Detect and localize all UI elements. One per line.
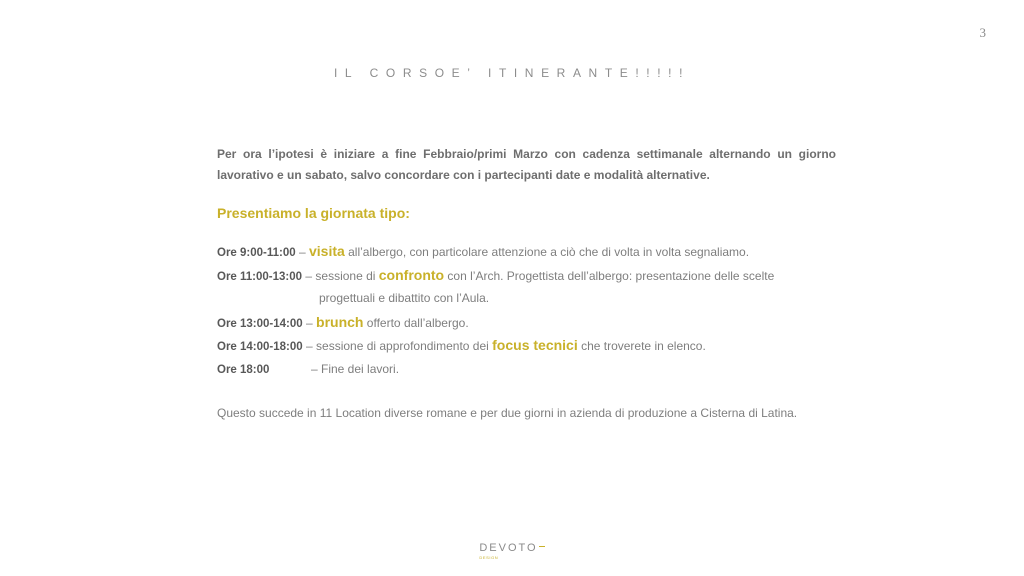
schedule-dash: – bbox=[302, 315, 317, 330]
schedule-keyword: visita bbox=[308, 243, 345, 259]
schedule-row-continuation bbox=[217, 287, 917, 311]
schedule-keyword: brunch bbox=[316, 313, 364, 330]
schedule-row bbox=[217, 334, 917, 358]
footer-note: Questo succede in 11 Location diverse romane e per due giorni in azienda di produzione a Cisterna di Latina. bbox=[217, 406, 798, 420]
schedule-text-before: – sessione di approfondimento dei bbox=[302, 339, 493, 353]
schedule-keyword: focus tecnici bbox=[492, 337, 578, 353]
slide-title: IL CORSOE’ ITINERANTE!!!!! bbox=[333, 66, 691, 80]
schedule-time: Ore 18:00 bbox=[217, 363, 270, 376]
schedule-text: con l’Arch. Progettista dell’albergo: presentazione delle scelte bbox=[444, 268, 775, 283]
logo-dash-icon bbox=[539, 546, 545, 547]
logo-wordmark: DEVOTO bbox=[479, 542, 538, 554]
section-heading: Presentiamo la giornata tipo: bbox=[217, 205, 410, 221]
schedule-time: Ore 14:00-18:00 bbox=[217, 341, 303, 353]
schedule-row bbox=[217, 264, 917, 288]
schedule-row bbox=[217, 311, 917, 335]
schedule-row bbox=[217, 240, 917, 264]
schedule-text: – Fine dei lavori. bbox=[311, 361, 400, 376]
schedule-text: offerto dall’albergo. bbox=[363, 315, 469, 330]
schedule-time: Ore 13:00-14:00 bbox=[217, 317, 303, 330]
schedule-row bbox=[217, 358, 917, 382]
logo-subtitle: DESIGN bbox=[479, 555, 499, 560]
devoto-logo bbox=[479, 538, 544, 560]
schedule-time: Ore 9:00-11:00 bbox=[217, 247, 296, 259]
schedule-keyword: confronto bbox=[378, 266, 445, 283]
schedule bbox=[217, 240, 917, 381]
logo bbox=[0, 538, 1024, 564]
schedule-text: all’albergo, con particolare attenzione a ciò che di volta in volta segnaliamo. bbox=[344, 245, 750, 259]
schedule-text-before: – sessione di bbox=[302, 268, 379, 283]
schedule-text: che troverete in elenco. bbox=[577, 339, 706, 353]
schedule-time: Ore 11:00-13:00 bbox=[217, 270, 303, 283]
schedule-dash: – bbox=[295, 245, 309, 259]
page-number: 3 bbox=[979, 25, 986, 40]
schedule-continuation-text: progettuali e dibattito con l’Aula. bbox=[319, 291, 490, 305]
intro-paragraph: Per ora l’ipotesi è iniziare a fine Febbraio/primi Marzo con cadenza settimanale alternando un giorno lavorativo e un sabato, salvo concordare con i partecipanti date e modalità alternative. bbox=[217, 147, 836, 182]
